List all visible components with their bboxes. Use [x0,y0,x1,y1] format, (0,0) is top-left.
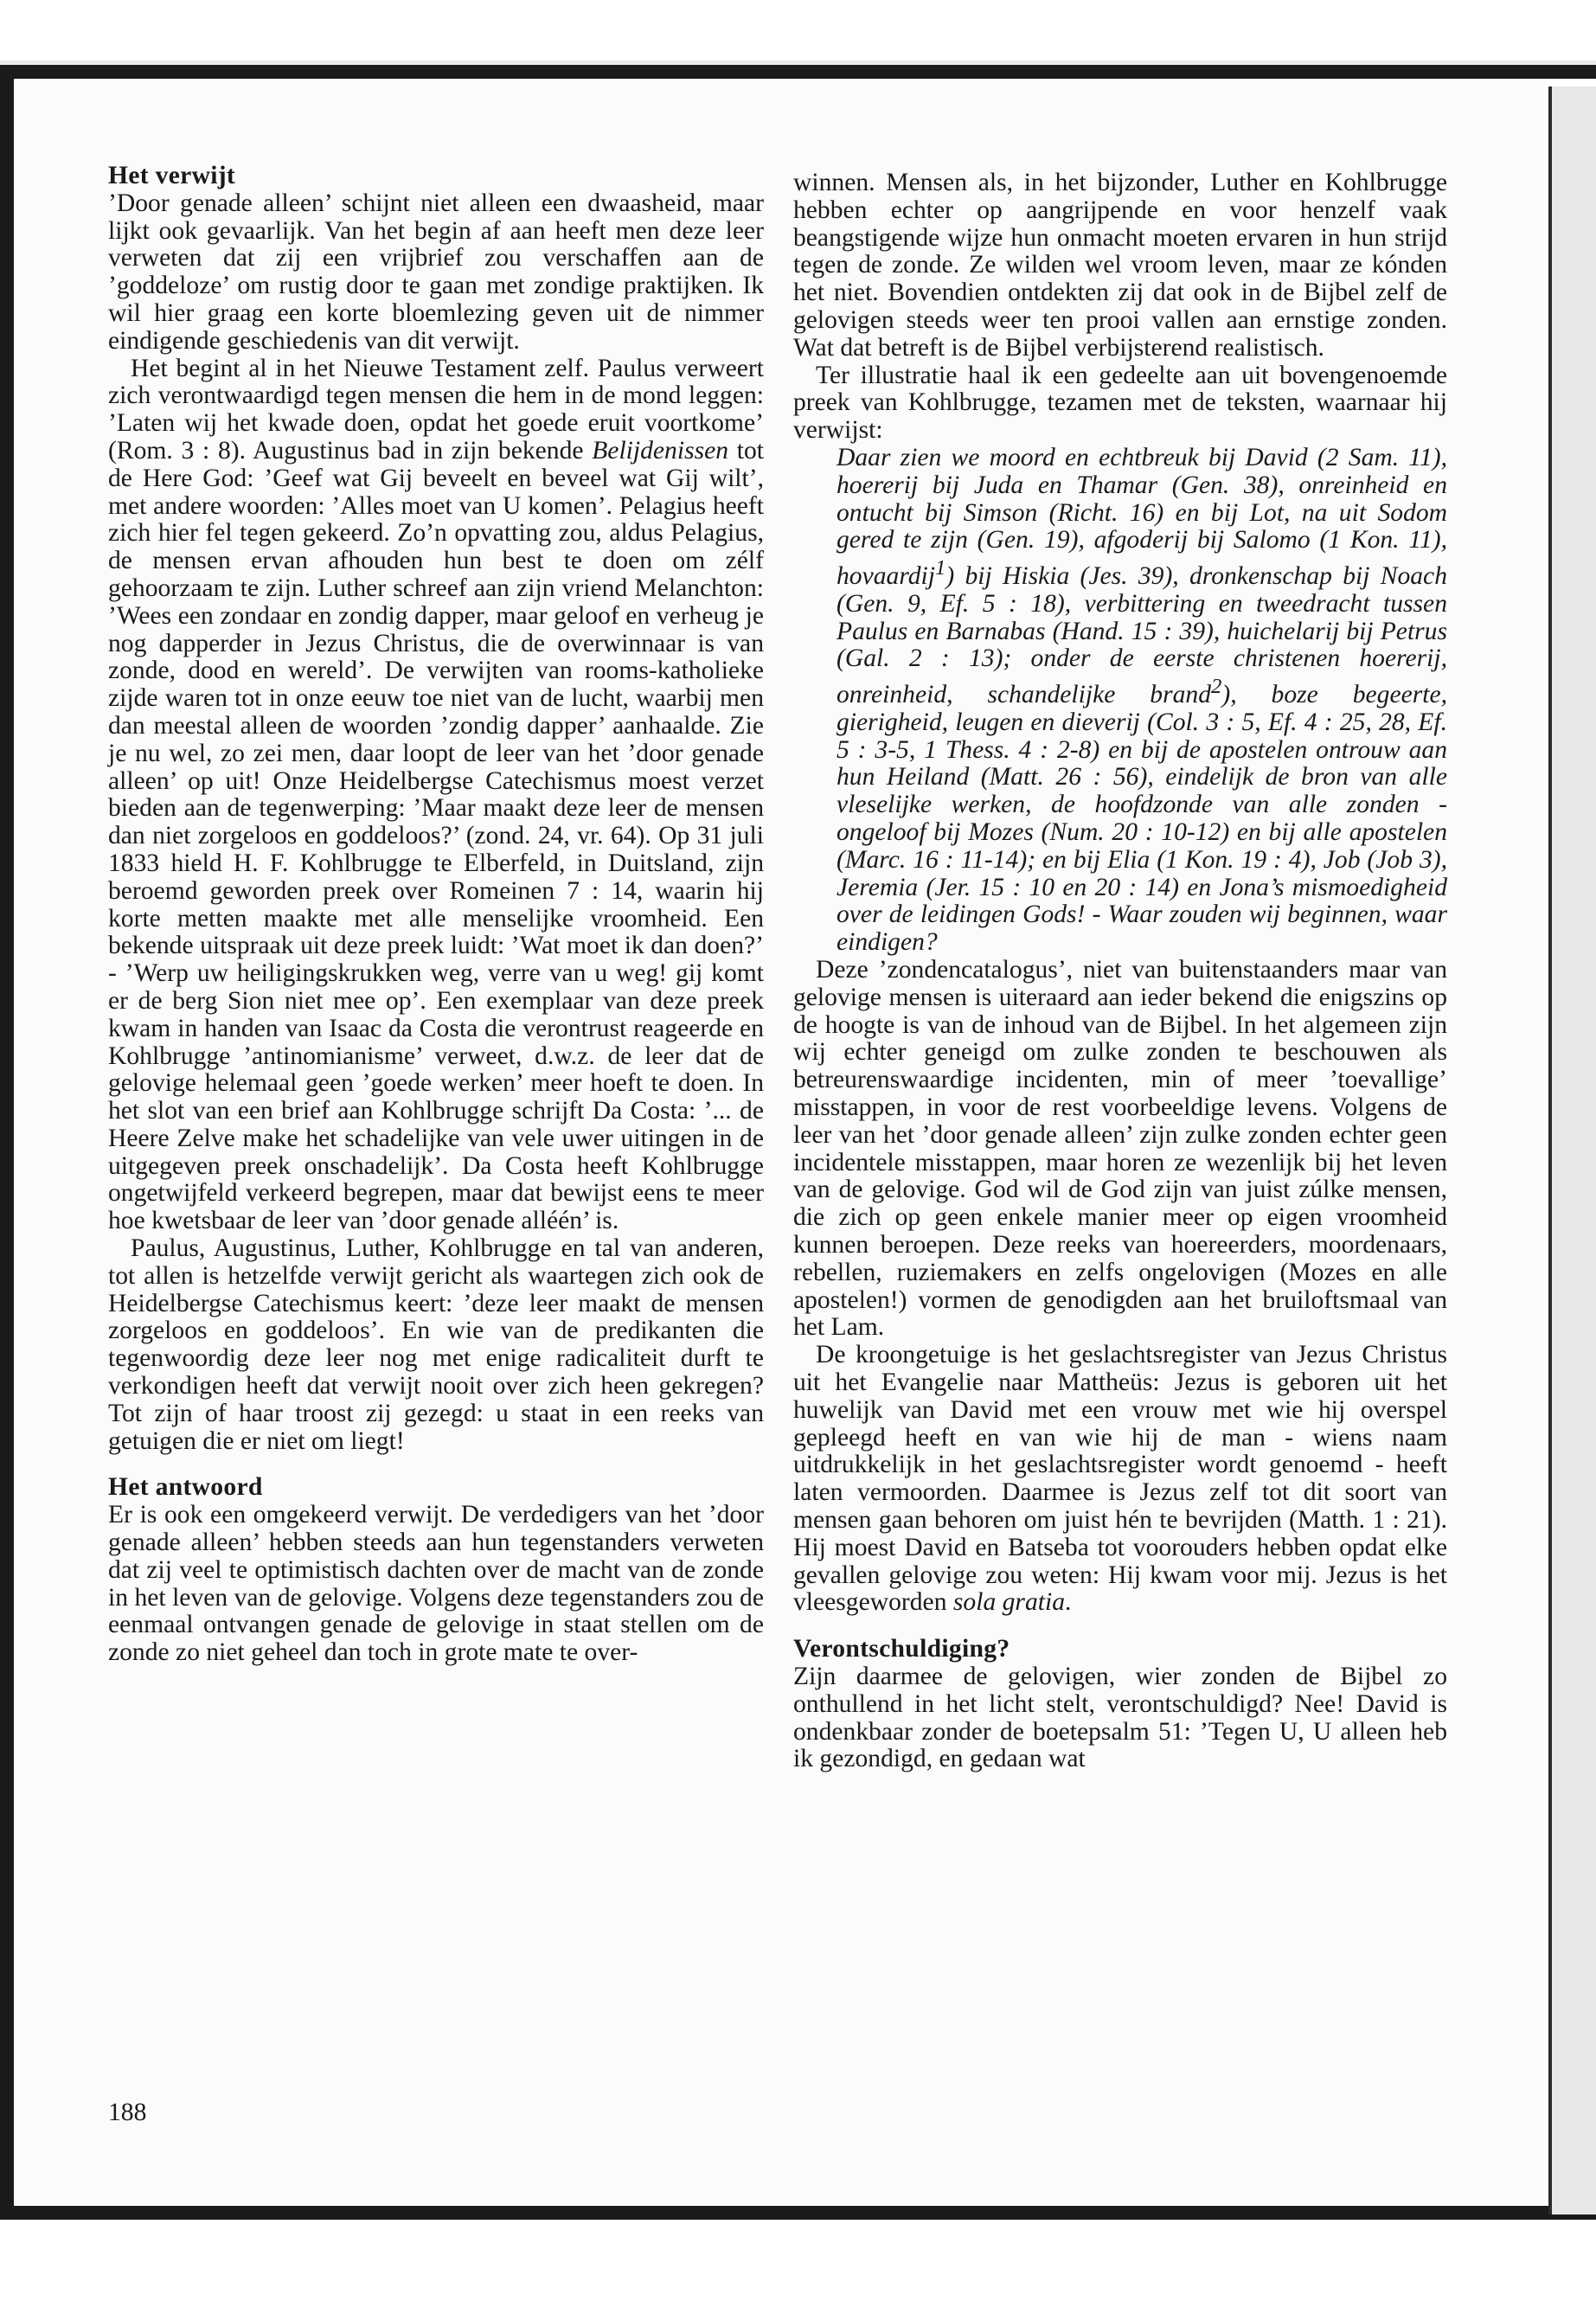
scan-border-top [9,65,1596,79]
paragraph: Deze ’zondencatalogus’, niet van buitenstaanders maar van gelovige mensen is uiteraard aan ieder bekend die enigszins op de hoogte is van de inhoud van de Bijbel. In het algemeen zijn wij echter geneigd om zulke zonden te beschouwen als betreurenswaardige incidenten, min of meer ’toevallige’ misstappen, in voor de rest voorbeeldige levens. Volgens de leer van het ’door genade alleen’ zijn zulke zonden echter geen incidentele misstappen, maar horen ze wezenlijk bij het leven van de gelovige. God wil de God zijn van juist zúlke mensen, die zich op geen enkele manier meer op eigen vroomheid kunnen beroepen. Deze reeks van hoereerders, moordenaars, rebellen, ruziemakers en zelfs ongelovigen (Mozes en alle apostelen!) vormen de genodigden aan het bruiloftsmaal van het Lam. [793,956,1447,1342]
paragraph-text: Het begint al in het Nieuwe Testament zelf. Paulus verweert zich verontwaardigd tegen mensen die hem in de mond leggen: ’Laten wij het kwade doen, opdat het goede eruit voortkome’ (Rom. 3 : 8). Augustinus bad in zijn bekende [108,354,764,465]
quote-text: ), boze begeerte, gierigheid, leugen en dieverij (Col. 3 : 5, Ef. 4 : 25, 28, Ef. 5 : 3-5, 1 Thess. 4 : 2-8) en bij de apostelen ontrouw aan hun Heiland (Matt. 26 : 56), eindelijk de bron van alle vleselijke werken, de hoofdzonde van alle zonden - ongeloof bij Mozes (Num. 20 : 10-12) en bij alle apostelen (Marc. 16 : 11-14); en bij Elia (1 Kon. 19 : 4), Job (Job 3), Jeremia (Jer. 15 : 10 en 20 : 14) en Jona’s mismoedigheid over de leidingen Gods! - Waar zouden wij beginnen, waar eindigen? [836,681,1447,957]
paragraph: Er is ook een omgekeerd verwijt. De verdedigers van het ’door genade alleen’ hebben steeds aan hun tegenstanders verweten dat zij veel te optimistisch dachten over de macht van de zonde in het leven van de gelovige. Volgens deze tegenstanders zou de eenmaal ontvangen genade de gelovige in staat stellen om de zonde zo niet geheel dan toch in grote mate te over- [108,1501,764,1667]
paragraph: Ter illustratie haal ik een gedeelte aan uit bovengenoemde preek van Kohlbrugge, tezamen met de teksten, waarnaar hij verwijst: [793,361,1447,445]
paragraph: ’Door genade alleen’ schijnt niet alleen een dwaasheid, maar lijkt ook gevaarlijk. Van het begin af aan heeft men deze leer verweten dat zij een vrijbrief zou verschaffen aan de ’goddeloze’ om rustig door te gaan met zondige praktijken. Ik wil hier graag een korte bloemlezing geven uit de nimmer eindigende geschiedenis van dit verwijt. [108,189,764,355]
paragraph-text: De kroongetuige is het geslachtsregister van Jezus Christus uit het Evangelie naar Mattheüs: Jezus is geboren uit het huwelijk van David met een vrouw met wie hij overspel gepleegd heeft en van wie hij de man - wiens naam uitdrukkelijk in het geslachtsregister wordt genoemd - heeft laten vermoorden. Daarmee is Jezus zelf tot dit soort van mensen gaan behoren om juist hén te bevrijden (Matth. 1 : 21). Hij moest David en Batseba tot voorouders hebben opdat elke gevallen gelovige zou weten: Hij kwam voor mij. Jezus is het vleesgeworden [793,1341,1447,1617]
page-number: 188 [108,2099,147,2126]
scan-border-right [1548,87,1596,2214]
left-column [108,163,764,1667]
scan-border-left [0,65,14,2219]
right-column [793,170,1447,1773]
paragraph [108,356,764,1236]
section-heading: Het verwijt [108,162,236,189]
scan-border-bottom [0,2206,1596,2220]
paragraph [793,1342,1447,1617]
block-quote [793,445,1447,957]
quote-text: ) bij Hiskia (Jes. 39), dronkenschap bij Noach (Gen. 9, Ef. 5 : 18), verbittering en tweedracht tussen Paulus en Barnabas (Hand. 15 : 39), huichelarij bij Petrus (Gal. 2 : 13); onder de eerste christenen hoererij, onreinheid, schandelijke brand [836,562,1447,709]
paragraph-text: tot de Here God: ’Geef wat Gij beveelt en beveel wat Gij wilt’, met andere woorden: ’Alles moet van U komen’. Pelagius heeft zich hier fel tegen gekeerd. Zo’n opvatting zou, aldus Pelagius, de mensen ervan afhouden hun best te doen om zélf gehoorzaam te zijn. Luther schreef aan zijn vriend Melanchton: ’Wees een zondaar en zondig dapper, maar geloof en verheug je nog dapperder in Jezus Christus, die de overwinnaar is van zonde, dood en wereld’. De verwijten van rooms-katholieke zijde waren tot in onze eeuw toe niet van de lucht, waarbij men dan meestal alleen de woorden ’zondig dapper’ aanhaalde. Zie je nu wel, zo zei men, daar loopt de leer van het ’door genade alleen’ op uit! Onze Heidelbergse Catechismus moest verzet bieden aan de tegenwerping: ’Maar maakt deze leer de mensen dan niet zorgeloos en goddeloos?’ (zond. 24, vr. 64). Op 31 juli 1833 hield H. F. Kohlbrugge te Elberfeld, in Duitsland, zijn beroemd geworden preek over Romeinen 7 : 14, waarin hij korte metten maakte met alle menselijke vroomheid. Een bekende uitspraak uit deze preek luidt: ’Wat moet ik dan doen?’ - ’Werp uw heiligingskrukken weg, verre van u weg! gij komt er de berg Sion niet mee op’. Een exemplaar van deze preek kwam in handen van Isaac da Costa die verontrust reageerde en Kohlbrugge ’antinomianisme’ verweet, d.w.z. de leer dat de gelovige helemaal geen ’goede werken’ meer hoeft te doen. In het slot van een brief aan Kohlbrugge schrijft Da Costa: ’... de Heere Zelve make het schadelijke van vele uwer uitingen in de uitgegeven preek onschadelijk’. Da Costa heeft Kohlbrugge ongetwijfeld verkeerd begrepen, maar dat bewijst eens te meer hoe kwetsbaar de leer van ’door genade alléén’ is. [108,436,764,1235]
footnote-marker: 2 [1211,675,1222,699]
paragraph: winnen. Mensen als, in het bijzonder, Luther en Kohlbrugge hebben echter op aangrijpende en voor henzelf vaak beangstigende wijze hun onmacht moeten ervaren in hun strijd tegen de zonde. Ze wilden wel vroom leven, maar ze kónden het niet. Bovendien ontdekten zij dat ook in de Bijbel zelf de gelovigen steeds weer ten prooi vallen aan ernstige zonden. Wat dat betreft is de Bijbel verbijsterend realistisch. [793,169,1447,362]
paragraph: Zijn daarmee de gelovigen, wier zonden de Bijbel zo onthullend in het licht stelt, verontschuldigd? Nee! David is ondenkbaar zonder de boetepsalm 51: ’Tegen U, U alleen heb ik gezondigd, en gedaan wat [793,1662,1447,1773]
section-heading: Verontschuldiging? [793,1635,1010,1663]
book-title: Belijdenissen [592,436,729,465]
footnote-marker: 1 [934,556,946,580]
section-heading: Het antwoord [108,1473,263,1502]
latin-term: sola gratia [952,1588,1065,1617]
quote-text: Daar zien we moord en echtbreuk bij David (2 Sam. 11), hoererij bij Juda en Thamar (Gen. 38), onreinheid en ontucht bij Simson (Richt. 16) en bij Lot, na uit Sodom gered te zijn (Gen. 19), afgoderij bij Salomo (1 Kon. 11), hovaardij [836,443,1447,591]
paragraph: Paulus, Augustinus, Luther, Kohlbrugge en tal van anderen, tot allen is hetzelfde verwijt gericht als waartegen zich ook de Heidelbergse Catechismus keert: ’deze leer maakt de mensen zorgeloos en goddeloos’. En wie van de predikanten die tegenwoordig deze leer nog met enige radicaliteit durft te verkondigen heeft dat verwijt nooit over zich heen gekregen? Tot zijn of haar troost zij gezegd: u staat in een reeks van getuigen die er niet om liegt! [108,1234,764,1455]
paragraph-text: . [1065,1588,1072,1617]
